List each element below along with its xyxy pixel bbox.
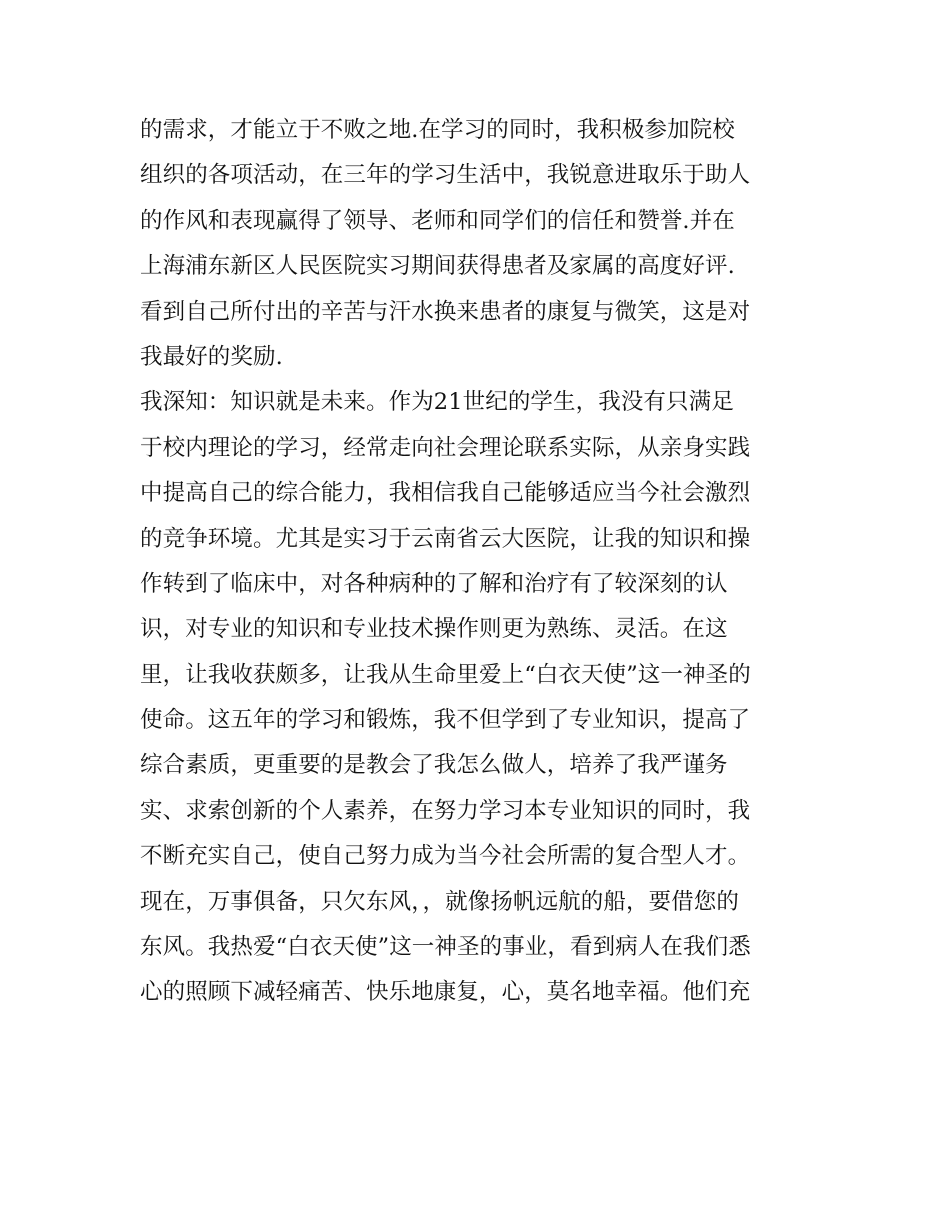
text-line: 我深知：知识就是未来。作为21世纪的学生，我没有只满足: [140, 389, 734, 416]
text-line: 我最好的奖励.: [140, 343, 283, 370]
text-line: 现在，万事俱备，只欠东风，，就像扬帆远航的船，要借您的: [140, 888, 739, 915]
text-line: 识，对专业的知识和专业技术操作则更为熟练、灵活。在这: [140, 616, 728, 643]
text-line: 东风。我热爱“白衣天使”这一神圣的事业，看到病人在我们悉: [140, 934, 751, 961]
text-line: 的作风和表现赢得了领导、老师和同学们的信任和赞誉.并在: [140, 207, 735, 234]
text-line: 看到自己所付出的辛苦与汗水换来患者的康复与微笑，这是对: [140, 298, 751, 325]
text-line: 里，让我收获颇多，让我从生命里爱上“白衣天使”这一神圣的: [140, 661, 751, 688]
text-line: 综合素质，更重要的是教会了我怎么做人，培养了我严谨务: [140, 752, 728, 779]
text-line: 不断充实自己，使自己努力成为当今社会所需的复合型人才。: [140, 843, 751, 870]
text-line: 作转到了临床中，对各种病种的了解和治疗有了较深刻的认: [140, 570, 728, 597]
text-line: 心的照顾下减轻痛苦、快乐地康复，心，莫名地幸福。他们充: [140, 979, 751, 1006]
text-line: 的需求，才能立于不败之地.在学习的同时，我积极参加院校: [140, 117, 735, 143]
text-line: 的竞争环境。尤其是实习于云南省云大医院，让我的知识和操: [140, 525, 751, 552]
text-line: 于校内理论的学习，经常走向社会理论联系实际，从亲身实践: [140, 434, 751, 461]
text-line: 中提高自己的综合能力，我相信我自己能够适应当今社会激烈: [140, 480, 751, 507]
body-text: [140, 108, 830, 1016]
text-line: 上海浦东新区人民医院实习期间获得患者及家属的高度好评.: [140, 253, 735, 280]
text-line: 实、求索创新的个人素养，在努力学习本专业知识的同时，我: [140, 797, 751, 824]
text-line: 组织的各项活动，在三年的学习生活中，我锐意进取乐于助人: [140, 162, 751, 189]
text-line: 使命。这五年的学习和锻炼，我不但学到了专业知识，提高了: [140, 707, 751, 734]
